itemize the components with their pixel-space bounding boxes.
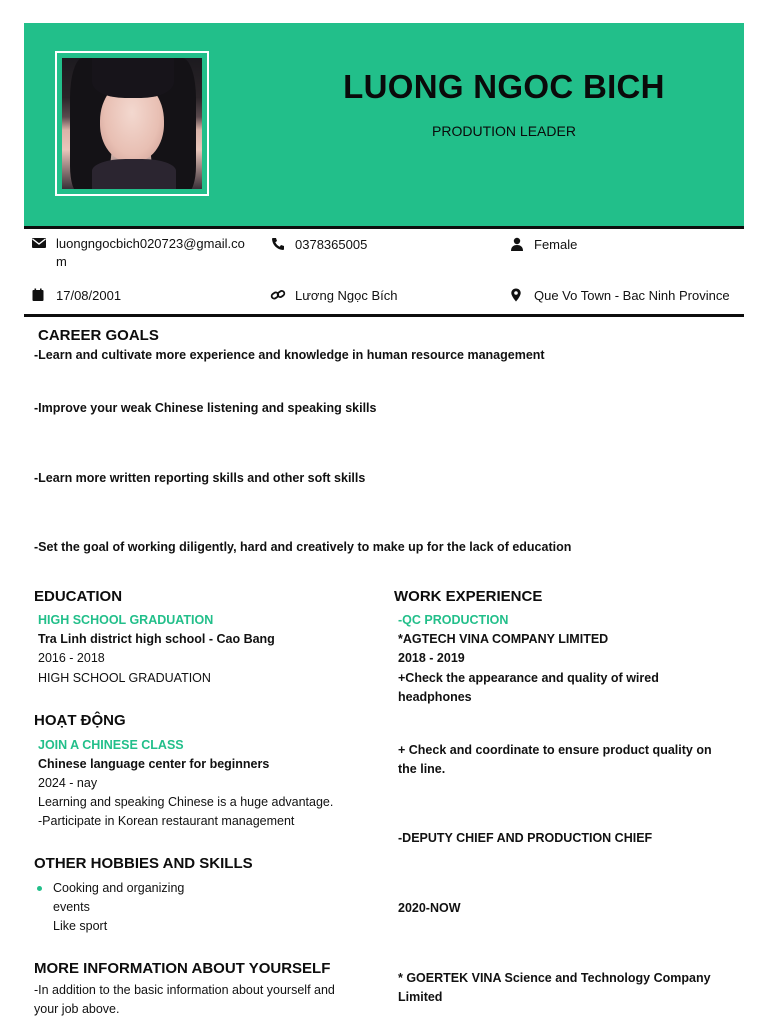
work-title: WORK EXPERIENCE <box>394 588 543 605</box>
gender-text: Female <box>534 237 578 252</box>
work-period-2: 2020-NOW <box>398 901 461 915</box>
career-goals-title: CAREER GOALS <box>38 327 159 344</box>
more-info-line-2: your job above. <box>34 1002 120 1016</box>
work-duty-2b: the line. <box>398 762 446 776</box>
work-duty-1a: +Check the appearance and quality of wired <box>398 671 659 685</box>
profile-photo-frame <box>55 51 209 196</box>
phone-icon <box>270 237 286 251</box>
divider-contacts <box>24 314 744 317</box>
goal-item-3: -Learn more written reporting skills and other soft skills <box>34 471 366 485</box>
goal-item-2: -Improve your weak Chinese listening and speaking skills <box>34 401 377 415</box>
divider-top <box>24 226 744 229</box>
resume-header <box>24 23 744 226</box>
goal-item-1: -Learn and cultivate more experience and knowledge in human resource management <box>34 348 545 362</box>
map-pin-icon <box>509 288 525 302</box>
birthday-text: 17/08/2001 <box>56 288 122 303</box>
user-icon <box>509 237 525 251</box>
activity-years: 2024 - nay <box>38 776 98 790</box>
education-degree: HIGH SCHOOL GRADUATION <box>38 613 214 627</box>
goal-item-4: -Set the goal of working diligently, hard and creatively to make up for the lack of education <box>34 540 572 554</box>
activity-org: Chinese language center for beginners <box>38 757 270 771</box>
contact-gender <box>509 236 577 254</box>
email-text: luongngocbich020723@gmail.co m <box>56 236 245 269</box>
work-company-2b: Limited <box>398 990 443 1004</box>
link-icon <box>270 288 286 302</box>
work-years-1: 2018 - 2019 <box>398 651 465 665</box>
work-position-2: -DEPUTY CHIEF AND PRODUCTION CHIEF <box>398 831 653 845</box>
candidate-role: PRODUTION LEADER <box>432 123 576 139</box>
candidate-name: LUONG NGOC BICH <box>343 68 665 105</box>
profile-photo <box>62 58 202 189</box>
hobby-bullet <box>37 886 42 891</box>
education-school: Tra Linh district high school - Cao Bang <box>38 632 275 646</box>
hobby-line-3: Like sport <box>53 919 108 933</box>
activity-line-2: -Participate in Korean restaurant management <box>38 814 295 828</box>
phone-text: 0378365005 <box>295 237 368 252</box>
contact-address <box>509 287 730 305</box>
more-info-title: MORE INFORMATION ABOUT YOURSELF <box>34 960 331 977</box>
activity-line-1: Learning and speaking Chinese is a huge advantage. <box>38 795 334 809</box>
contact-email[interactable] <box>31 235 261 271</box>
education-title: EDUCATION <box>34 588 123 605</box>
more-info-line-1: -In addition to the basic information about yourself and <box>34 983 335 997</box>
contact-social[interactable] <box>270 287 398 305</box>
work-company-2a: * GOERTEK VINA Science and Technology Company <box>398 971 711 985</box>
hobby-line-2: events <box>53 900 90 914</box>
contact-phone[interactable] <box>270 236 367 254</box>
contact-birthday <box>31 287 121 305</box>
education-note: HIGH SCHOOL GRADUATION <box>38 671 211 685</box>
activities-title: HOẠT ĐỘNG <box>34 712 126 729</box>
work-position-1: -QC PRODUCTION <box>398 613 509 627</box>
hobbies-title: OTHER HOBBIES AND SKILLS <box>34 855 253 872</box>
hobby-line-1: Cooking and organizing <box>53 881 185 895</box>
work-duty-2a: + Check and coordinate to ensure product quality on <box>398 743 712 757</box>
education-years: 2016 - 2018 <box>38 651 105 665</box>
calendar-icon <box>31 288 47 302</box>
activity-name: JOIN A CHINESE CLASS <box>38 738 184 752</box>
work-duty-1b: headphones <box>398 690 472 704</box>
work-company-1: *AGTECH VINA COMPANY LIMITED <box>398 632 609 646</box>
social-text: Lương Ngọc Bích <box>295 288 398 303</box>
envelope-icon <box>31 236 47 250</box>
address-text: Que Vo Town - Bac Ninh Province <box>534 288 730 303</box>
